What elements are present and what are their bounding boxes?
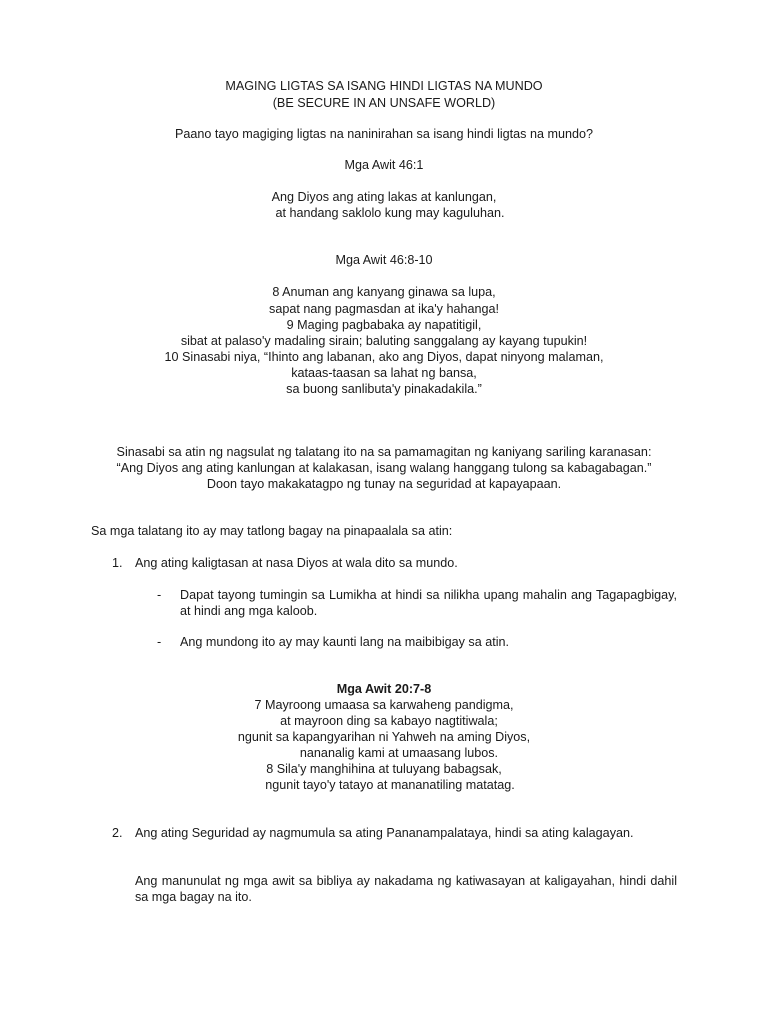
list-number: 2. <box>112 826 123 840</box>
psalm20-line: ngunit sa kapangyarihan ni Yahweh na aming Diyos, <box>237 730 531 744</box>
psalm46-8-10-line: 8 Anuman ang kanyang ginawa sa lupa, <box>272 285 496 299</box>
bullet-dash: - <box>157 635 162 649</box>
opening-question: Paano tayo magiging ligtas na naninirahan sa isang hindi ligtas na mundo? <box>175 127 593 141</box>
title-line-1: MAGING LIGTAS SA ISANG HINDI LIGTAS NA MUNDO <box>225 79 543 93</box>
psalm20-line: nananalig kami at umaasang lubos. <box>299 746 499 760</box>
list-number: 1. <box>112 556 123 570</box>
psalm20-line: 8 Sila'y manghihina at tuluyang babagsak, <box>266 762 502 776</box>
psalm46-8-10-line: 9 Maging pagbabaka ay napatitigil, <box>286 318 482 332</box>
psalm20-line: at mayroon ding sa kabayo nagtitiwala; <box>280 714 498 728</box>
intro-line: Sa mga talatang ito ay may tatlong bagay na pinapaalala sa atin: <box>91 524 453 538</box>
reflection-line: Doon tayo makakatagpo ng tunay na seguridad at kapayapaan. <box>206 477 562 491</box>
psalm20-reference: Mga Awit 20:7-8 <box>336 682 432 696</box>
psalm46-8-10-line: 10 Sinasabi niya, “Ihinto ang labanan, ako ang Diyos, dapat ninyong malaman, <box>164 350 604 364</box>
body-paragraph: Ang manunulat ng mga awit sa bibliya ay nakadama ng katiwasayan at kaligayahan, hindi dahil sa mga bagay na ito. <box>135 874 677 904</box>
bullet-dash: - <box>157 588 162 602</box>
psalm46-1-reference: Mga Awit 46:1 <box>344 158 424 172</box>
psalm20-line: 7 Mayroong umaasa sa karwaheng pandigma, <box>254 698 514 712</box>
reflection-line: “Ang Diyos ang ating kanlungan at kalakasan, isang walang hanggang tulong sa kabagabagan.” <box>116 461 652 475</box>
psalm46-8-10-reference: Mga Awit 46:8-10 <box>335 253 433 267</box>
psalm20-line: ngunit tayo'y tatayo at mananatiling matatag. <box>265 778 515 792</box>
psalm46-8-10-line: sapat nang pagmasdan at ika'y hahanga! <box>269 302 499 316</box>
psalm46-8-10-line: kataas-taasan sa lahat ng bansa, <box>291 366 477 380</box>
title-line-2: (BE SECURE IN AN UNSAFE WORLD) <box>272 96 496 110</box>
bullet-text: Ang mundong ito ay may kaunti lang na maibibigay sa atin. <box>180 635 510 649</box>
reflection-line: Sinasabi sa atin ng nagsulat ng talatang ito na sa pamamagitan ng kaniyang sariling karanasan: <box>116 445 652 459</box>
psalm46-8-10-line: sibat at palaso'y madaling sirain; baluting sanggalang ay kayang tupukin! <box>180 334 588 348</box>
list-item-text: Ang ating Seguridad ay nagmumula sa ating Pananampalataya, hindi sa ating kalagayan. <box>135 826 634 840</box>
psalm46-1-line: at handang saklolo kung may kaguluhan. <box>275 206 505 220</box>
list-item-text: Ang ating kaligtasan at nasa Diyos at wala dito sa mundo. <box>135 556 458 570</box>
bullet-text: Dapat tayong tumingin sa Lumikha at hindi sa nilikha upang mahalin ang Tagapagbigay, at hindi ang mga kaloob. <box>180 588 677 618</box>
psalm46-1-line: Ang Diyos ang ating lakas at kanlungan, <box>271 190 497 204</box>
psalm46-8-10-line: sa buong sanlibuta'y pinakadakila.” <box>286 382 482 396</box>
